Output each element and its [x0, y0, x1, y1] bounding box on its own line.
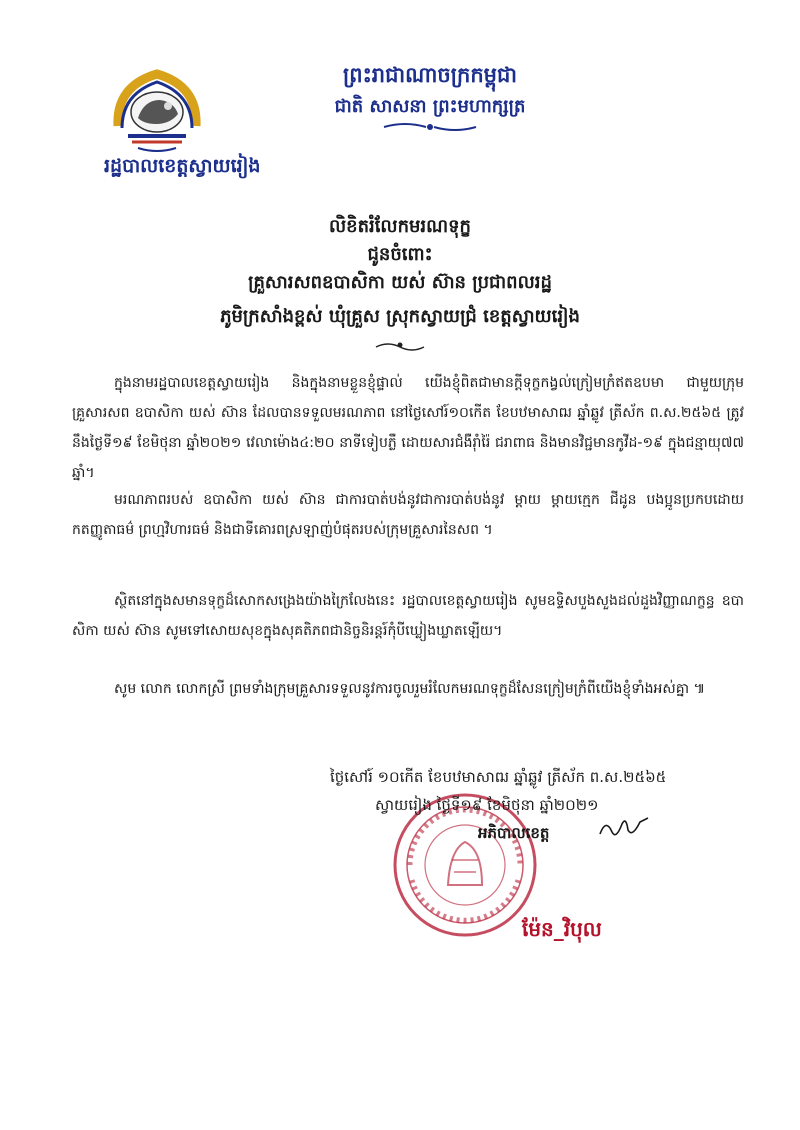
- governor-title: អភិបាលខេត្ត: [478, 824, 550, 842]
- signer-name: ម៉ែន_វិបុល: [522, 917, 602, 941]
- provincial-emblem-icon: [108, 66, 206, 158]
- place-and-date-line: ស្វាយរៀង ថ្ងៃទី១៩ ខែមិថុនា ឆ្នាំ២០២១: [375, 796, 599, 814]
- body-paragraph: [72, 368, 744, 488]
- ornament-divider-icon: [380, 120, 480, 134]
- paragraph-text: មរណភាពរបស់ ឧបាសិកា យស់ ស៊ាន ជាការបាត់បង់នូវជាការបាត់បង់នូវ ម្តាយ ម្តាយក្មេក ជីដូន បងប្អូនប្រកបដោយកតញ្ញូតាធម៌ ព្រហ្មវិហារធម៌ និងជាទីគោរពស្រឡាញ់បំផុតរបស់ក្រុមគ្រួសារនៃសព ។: [72, 492, 744, 538]
- body-paragraph: [72, 674, 744, 704]
- body-paragraph: [72, 485, 744, 545]
- province-administration-name: រដ្ឋបាលខេត្តស្វាយរៀង: [104, 155, 261, 177]
- letter-title: លិខិតរំលែកមរណទុក្ខ: [329, 216, 471, 237]
- national-motto: ជាតិ សាសនា ព្រះមហាក្សត្រ: [334, 96, 526, 117]
- recipient-label: ជូនចំពោះ: [367, 244, 433, 265]
- recipient-family: គ្រួសារសពឧបាសិកា យស់ ស៊ាន ប្រជាពលរដ្ឋ: [248, 272, 552, 293]
- kingdom-name: ព្រះរាជាណាចក្រកម្ពុជា: [342, 63, 517, 87]
- lunar-date-line: ថ្ងៃសៅរ៍ ១០កើត ខែបឋមាសាឍ ឆ្នាំឆ្លូវ ត្រីស័ក ព.ស.២៥៦៥: [330, 768, 667, 786]
- recipient-address: ភូមិក្រសាំងខ្ពស់ ឃុំគ្រួស ស្រុកស្វាយជ្រំ ខេត្តស្វាយរៀង: [220, 306, 580, 327]
- paragraph-text: ស្ថិតនៅក្នុងសមានទុក្ខដ៏សោកសង្រេងយ៉ាងក្រៃលែងនេះ រដ្ឋបាលខេត្តស្វាយរៀង សូមឧទ្ទិសបួងសួងដល់ដួងវិញ្ញាណក្ខន្ធ ឧបាសិកា យស់ ស៊ាន សូមទៅសោយសុខក្នុងសុគតិភពជានិច្ចនិរន្តរ៍កុំបីឃ្លៀងឃ្លាតឡើយ។: [72, 593, 744, 639]
- ornament-divider-icon: [374, 339, 426, 353]
- paragraph-text: សូម លោក លោកស្រី ព្រមទាំងក្រុមគ្រួសារទទួលនូវការចូលរួមរំលែកមរណទុក្ខដ៏សែនក្រៀមក្រំពីយើងខ្ញុំទាំងអស់គ្នា ៕: [114, 681, 706, 697]
- paragraph-text: ក្នុងនាមរដ្ឋបាលខេត្តស្វាយរៀង និងក្នុងនាមខ្លួនខ្ញុំផ្ទាល់ យើងខ្ញុំពិតជាមានក្តីទុក្ខកង្វល់ក្រៀមក្រំឥតឧបមា ជាមួយក្រុមគ្រួសារសព ឧបាសិកា យស់ ស៊ាន ដែលបានទទួលមរណភាព នៅថ្ងៃសៅរ៍១០កើត ខែបឋមាសាឍ ឆ្នាំឆ្លូវ ត្រីស័ក ព.ស.២៥៦៥ ត្រូវនឹងថ្ងៃទី១៩ ខែមិថុនា ឆ្នាំ២០២១ វេលាម៉ោង៤:២០ នាទីទៀបភ្លឺ ដោយសារជំងឺរ៉ាំរ៉ៃ ជរាពាធ និងមានវិជ្ជមានកូវីដ-១៩ ក្នុងជន្មាយុ៧៧ ឆ្នាំ។: [72, 375, 744, 481]
- handwritten-signature-icon: [596, 814, 656, 842]
- body-paragraph: [72, 586, 744, 646]
